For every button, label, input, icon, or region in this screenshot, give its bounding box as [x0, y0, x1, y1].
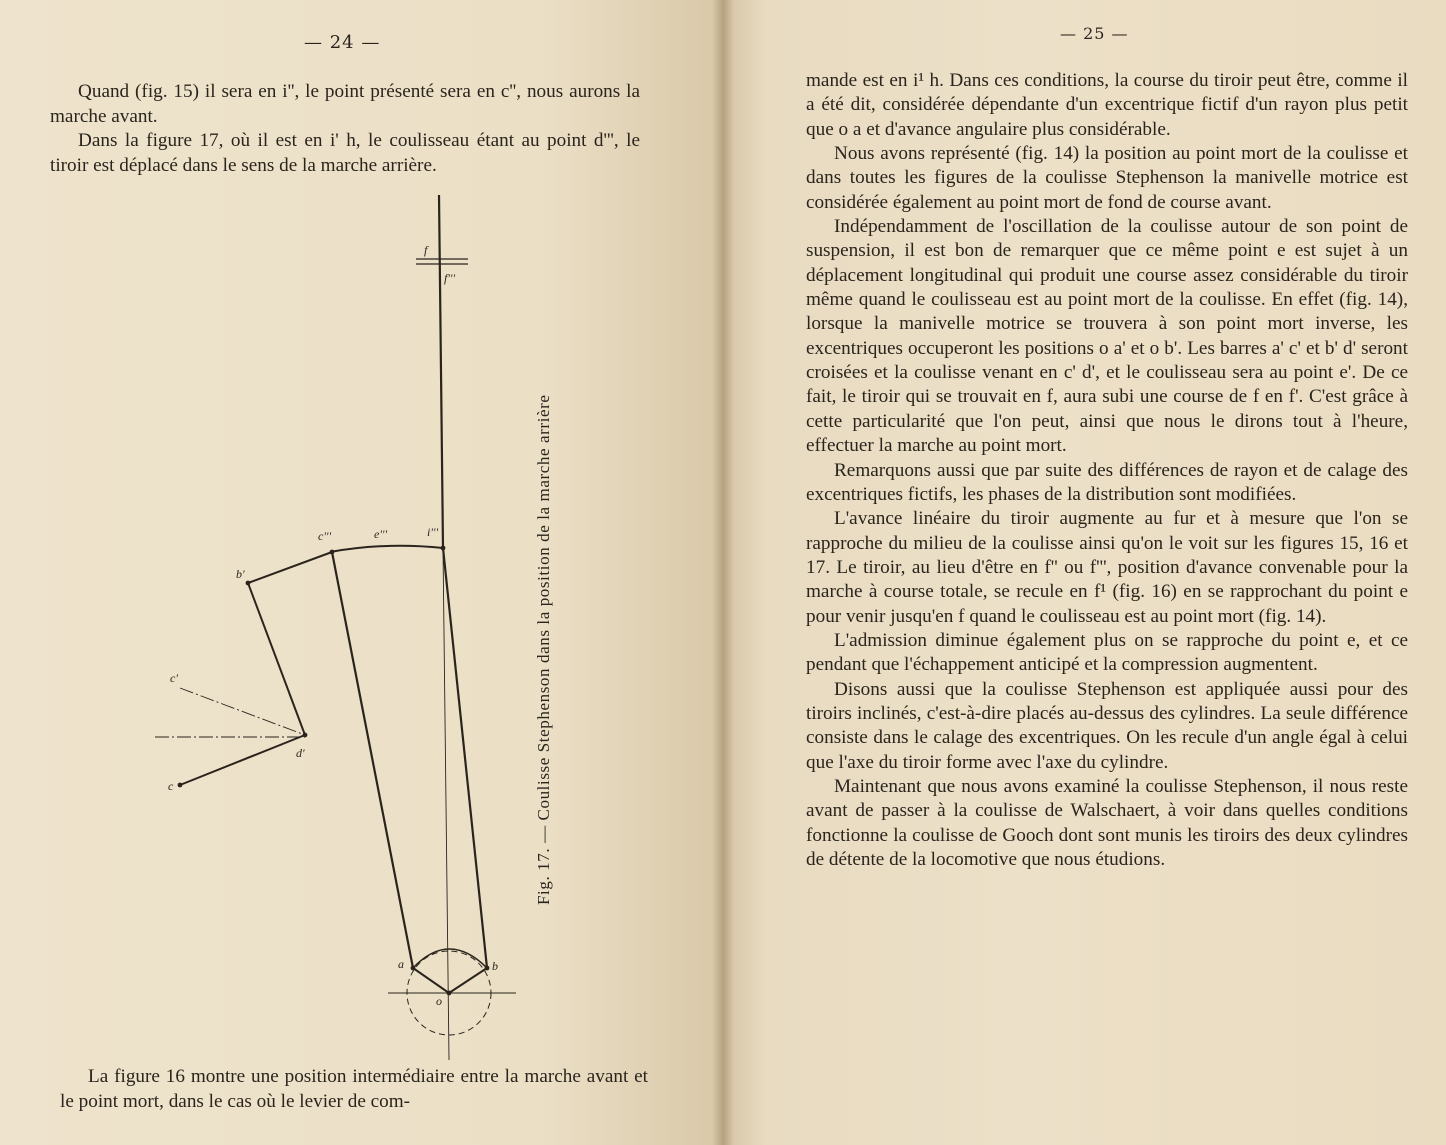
rod-position-3: [180, 735, 305, 785]
eccentric-arc: [413, 949, 487, 968]
eccentric-arm: [449, 968, 487, 993]
link-position-2: [248, 552, 332, 583]
label-f: f: [424, 243, 428, 257]
label-b: b: [492, 959, 498, 973]
label-i1: i''': [427, 525, 439, 539]
paragraph: L'avance linéaire du tiroir augmente au fur et à mesure que l'on se rapproche du milieu de la coulisse ainsi qu'on le voit sur les figures 15, 16 et 17. Le tiroir, au lieu d'être en f'' ou f''', position d'avance convenable pour la marche à course totale, se recule en f¹ (fig. 16) en se rapprochant du point e pour venir jusqu'en f quand le coulisseau est au point mort (fig. 14).: [806, 508, 1408, 627]
eccentric-rod-b: [443, 548, 487, 968]
eccentric-rod-a: [332, 552, 413, 968]
paragraph: Nous avons représenté (fig. 14) la position au point mort de la coulisse et dans toutes les figures de la coulisse Stephenson la manivelle motrice est considérée également au point mort de fond de course avant.: [806, 143, 1408, 213]
right-page-number: — 25 —: [1060, 24, 1129, 43]
paragraph: Disons aussi que la coulisse Stephenson est appliquée aussi pour des tiroirs inclinés, c'est-à-dire placés au-dessus des cylindres. La seule différence consiste dans le calage des excentriques. On les recule d'un angle égal à celui que l'axe du tiroir forme avec l'axe du cylindre.: [806, 678, 1408, 773]
label-a: a: [398, 957, 404, 971]
left-page-number: — 24 —: [304, 32, 381, 53]
label-d2: d': [296, 746, 305, 760]
paragraph: Quand (fig. 15) il sera en i'', le point présenté sera en c'', nous aurons la marche avant.: [50, 81, 640, 127]
joint-point: [246, 581, 251, 586]
slide-valve-rod: [439, 195, 443, 548]
label-b1: b': [236, 567, 245, 581]
label-e1: e''': [374, 527, 388, 541]
paragraph: mande est en i¹ h. Dans ces conditions, la course du tiroir peut être, comme il a été dit, considérée dépendante d'un excentrique fictif d'un rayon plus petit que o a et d'avance angulaire plus considérable.: [806, 70, 1408, 140]
right-page-text: [806, 69, 1408, 872]
paragraph: Dans la figure 17, où il est en i' h, le coulisseau étant au point d''', le tiroir est déplacé dans le sens de la marche arrière.: [50, 130, 640, 176]
paragraph: Maintenant que nous avons examiné la coulisse Stephenson, il nous reste avant de passer à la coulisse de Walschaert, à voir dans quelles conditions fonctionne la coulisse de Gooch dont sont munis les tiroirs des deux cylindres de détente de la locomotive que nous étudions.: [806, 775, 1408, 870]
joint-point: [411, 966, 416, 971]
label-c3: c: [168, 779, 174, 793]
paragraph: Remarquons aussi que par suite des différences de rayon et de calage des excentriques fictifs, les phases de la distribution sont modifiées.: [806, 459, 1408, 505]
joint-point: [303, 733, 308, 738]
dash-line: [180, 688, 305, 735]
joint-point: [485, 966, 490, 971]
joint-point: [178, 783, 183, 788]
label-c2: c': [170, 671, 178, 685]
rod-extension: [443, 548, 449, 1060]
label-f-mark: f''': [444, 271, 456, 285]
link-arc: [330, 546, 443, 552]
figure-caption: Fig. 17. — Coulisse Stephenson dans la position de la marche arrière: [534, 394, 553, 905]
paragraph: La figure 16 montre une position intermédiaire entre la marche avant et le point mort, dans le cas où le levier de com-: [60, 1066, 648, 1112]
joint-point: [441, 546, 446, 551]
left-bottom-text: [60, 1065, 648, 1114]
label-o: o: [436, 994, 442, 1008]
joint-point: [447, 991, 452, 996]
paragraph: Indépendamment de l'oscillation de la coulisse autour de son point de suspension, il est bon de remarquer que ce même point e est sujet à un déplacement longitudinal qui produit une course assez considérable du tiroir même quand le coulisseau est au point mort de la coulisse. En effet (fig. 14), lorsque la manivelle motrice se trouvera à son point mort inverse, les excentriques occuperont les positions o a' et o b'. Les barres a' c' et b' d' seront croisées et la coulisse venant en c' d', et le coulisseau sera au point e'. De ce fait, le tiroir qui se trouvait en f, aura subi une course de f en f'. C'est grâce à cette particularité que l'on peut, ainsi que nous le dirons tout à l'heure, effectuer la marche au point mort.: [806, 216, 1408, 457]
joint-point: [330, 550, 335, 555]
label-c1: c''': [318, 529, 332, 543]
eccentric-arm: [413, 968, 449, 993]
paragraph: L'admission diminue également plus on se rapproche du point e, et ce pendant que l'échappement anticipé et la compression augmentent.: [806, 629, 1408, 676]
rod-position-2: [248, 583, 305, 735]
figure-17-diagram: [0, 0, 722, 1145]
